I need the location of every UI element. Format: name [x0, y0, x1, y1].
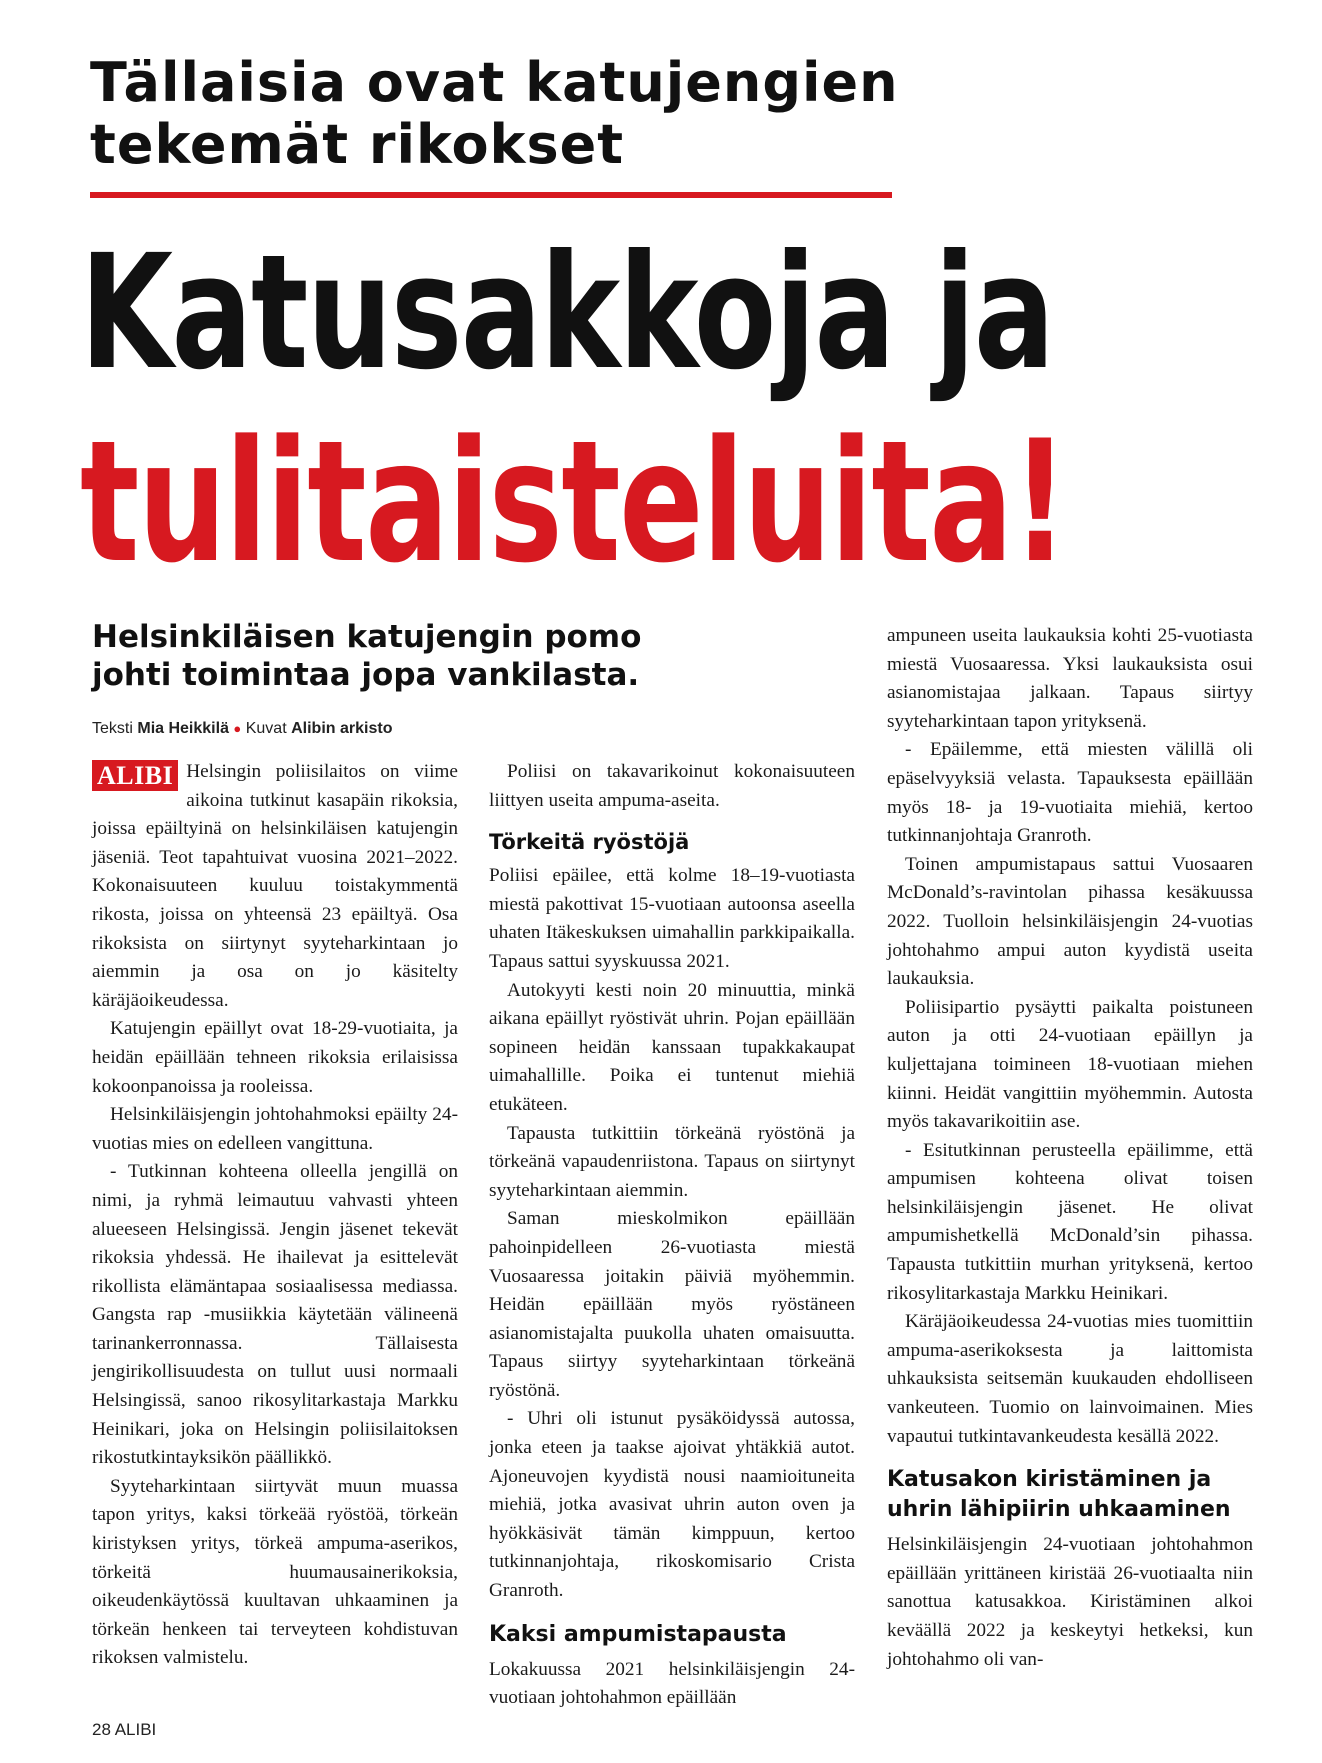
paragraph: Helsinkiläisjengin johtohahmoksi epäilty 24-vuotias mies on edelleen vangittuna. — [92, 1104, 458, 1154]
section-heading: Katusakon kiristäminen ja uhrin lähipiirin uhkaaminen — [887, 1467, 1231, 1523]
paragraph: Saman mieskolmikon epäillään pahoinpidelleen 26-vuotiasta miestä Vuosaaressa joitakin päiviä myöhemmin. Heidän epäillään myös ryöstäneen asianomistajalta puukolla uhaten omaisuutta. Tapaus siirtyy syyteharkintaan törkeänä ryöstönä. — [489, 1208, 855, 1401]
paragraph: Poliisi on takavarikoinut kokonaisuuteen liittyen useita ampuma-aseita. — [489, 761, 855, 811]
paragraph: - Tutkinnan kohteena olleella jengillä on nimi, ja ryhmä leimautuu vahvasti yhteen alueeseen Helsingissä. Jengin jäsenet tekevät rikoksia yhdessä. He ihailevat ja esittelevät rikollista elämäntapaa sosiaalisessa mediassa. Gangsta rap -musiikkia käytetään välineenä tarinankerronnassa. Tällaisesta jengirikollisuudesta on tullut uusi normaali Helsingissä, sanoo rikosylitarkastaja Markku Heinikari, joka on Helsingin poliisilaitoksen rikostutkintayksikön päällikkö. — [92, 1161, 458, 1469]
paragraph: ampuneen useita laukauksia kohti 25-vuotiasta miestä Vuosaaressa. Yksi laukauksista osui asianomistajaa jalkaan. Tapaus siirtyy syyteharkintaan tapon yrityksenä. — [887, 625, 1253, 732]
paragraph: Poliisipartio pysäytti paikalta poistuneen auton ja otti 24-vuotiaan epäillyn ja kuljettajana toimineen 18-vuotiaan miehen kiinni. Heidät vangittiin myöhemmin. Autosta myös takavarikoitiin ase. — [887, 996, 1253, 1133]
paragraph: Katujengin epäillyt ovat 18-29-vuotiaita, ja heidän epäillään tehneen rikoksia erilaisissa kokoonpanoissa ja rooleissa. — [92, 1018, 458, 1097]
headline-line-2: tulitaisteluita! — [80, 404, 1067, 600]
paragraph: Autokyyti kesti noin 20 minuuttia, minkä aikana epäillyt ryöstivät uhrin. Pojan epäillään sopineen heidän kanssaan tupakkakaupat uimahallille. Poika ei tuntenut miehiä etukäteen. — [489, 979, 855, 1115]
kicker-line-2: tekemät rikokset — [90, 113, 625, 176]
subheading-line-2: johti toimintaa jopa vankilasta. — [92, 657, 640, 693]
kicker-line-1: Tällaisia ovat katujengien — [90, 51, 899, 114]
paragraph: Syyteharkintaan siirtyvät muun muassa tapon yritys, kaksi törkeää ryöstöä, törkeän kiristyksen yritys, törkeä ampuma-aserikos, törkeitä huumausainerikoksia, oikeudenkäytössä kuultavan uhkaaminen ja törkeän henkeen tai terveyteen kohdistuvan rikoksen valmistelu. — [92, 1475, 458, 1669]
paragraph: - Esitutkinnan perusteella epäilimme, että ampumisen kohteena olivat toisen helsinkiläisjengin jäsenet. He olivat ampumishetkellä McDonald’sin pihassa. Tapausta tutkittiin murhan yrityksenä, kertoo rikosylitarkastaja Markku Heinikari. — [887, 1139, 1253, 1304]
byline — [92, 720, 392, 738]
subheading — [92, 618, 792, 694]
byline-text-label: Teksti — [92, 720, 133, 737]
kicker-title — [90, 52, 910, 176]
paragraph: Poliisi epäilee, että kolme 18–19-vuotiasta miestä pakottivat 15-vuotiaan autoonsa aseella uhaten Itäkeskuksen uimahallin parkkipaikalla. Tapaus sattui syyskuussa 2021. — [489, 865, 855, 972]
paragraph: Tapausta tutkittiin törkeänä ryöstönä ja törkeänä vapaudenriistona. Tapaus on siirtynyt syyteharkintaan aiemmin. — [489, 1122, 855, 1201]
byline-author: Mia Heikkilä — [137, 720, 229, 737]
paragraph: Toinen ampumistapaus sattui Vuosaaren McDonald’s-ravintolan pihassa kesäkuussa 2022. Tuolloin helsinkiläisjengin 24-vuotias johtohahmo ampui auton kyydistä useita laukauksia. — [887, 853, 1253, 990]
byline-photographer: Alibin arkisto — [291, 720, 393, 737]
byline-photo-label: Kuvat — [245, 720, 287, 737]
alibi-badge: ALIBI — [92, 760, 178, 791]
paragraph: - Epäilemme, että miesten välillä oli epäselvyyksiä velasta. Tapauksesta epäillään myös 18- ja 19-vuotiaita miehiä, kertoo tutkinnanjohtaja Granroth. — [887, 739, 1253, 847]
section-heading: Törkeitä ryöstöjä — [489, 830, 690, 855]
subheading-line-1: Helsinkiläisen katujengin pomo — [92, 619, 642, 655]
page-folio: 28 ALIBI — [92, 1720, 157, 1739]
paragraph: Helsinkiläisjengin 24-vuotiaan johtohahmon epäillään yrittäneen kiristää 26-vuotiaalta niin sanottua katusakkoa. Kiristäminen alkoi keväällä 2022 ja keskeytyi hetkeksi, kun johtohahmo oli van- — [887, 1534, 1253, 1670]
red-divider-rule — [90, 192, 892, 198]
headline-line-1: Katusakkoja ja — [80, 221, 1054, 405]
paragraph — [92, 758, 458, 1015]
article-column-3 — [887, 622, 1253, 1674]
paragraph: - Uhri oli istunut pysäköidyssä autossa, jonka eteen ja taakse ajoivat yhtäkkiä autot. Ajoneuvojen kyydistä nousi naamioituneita miehiä, jotka avasivat uhrin auton oven ja hyökkäsivät tämän kimppuun, kertoo tutkinnanjohtaja, rikoskomisario Crista Granroth. — [489, 1408, 855, 1602]
paragraph: Lokakuussa 2021 helsinkiläisjengin 24-vuotiaan johtohahmon epäillään — [489, 1658, 855, 1709]
paragraph-text: Helsingin poliisilaitos on viime aikoina tutkinut kasapäin rikoksia, joissa epäiltyinä on helsinkiläisen katujengin jäseniä. Teot tapahtuivat vuosina 2021–2022. Kokonaisuuteen kuuluu toistakymmentä rikosta, joissa on yhteensä 23 epäiltyä. Osa rikoksista on siirtynyt syyteharkintaan jo aiemmin ja osa on jo käsitelty käräjäoikeudessa. — [92, 761, 458, 1011]
bullet-dot-icon: ● — [233, 721, 242, 736]
article-column-2 — [489, 758, 855, 1713]
section-heading: Kaksi ampumistapausta — [489, 1621, 787, 1647]
article-column-1 — [92, 758, 458, 1673]
paragraph: Käräjäoikeudessa 24-vuotias mies tuomittiin ampuma-aserikoksesta ja laittomista uhkauksista seitsemän kuukauden ehdolliseen vankeuteen. Tuomio on lainvoimainen. Mies vapautui tutkintavankeudesta kesällä 2022. — [887, 1311, 1253, 1447]
